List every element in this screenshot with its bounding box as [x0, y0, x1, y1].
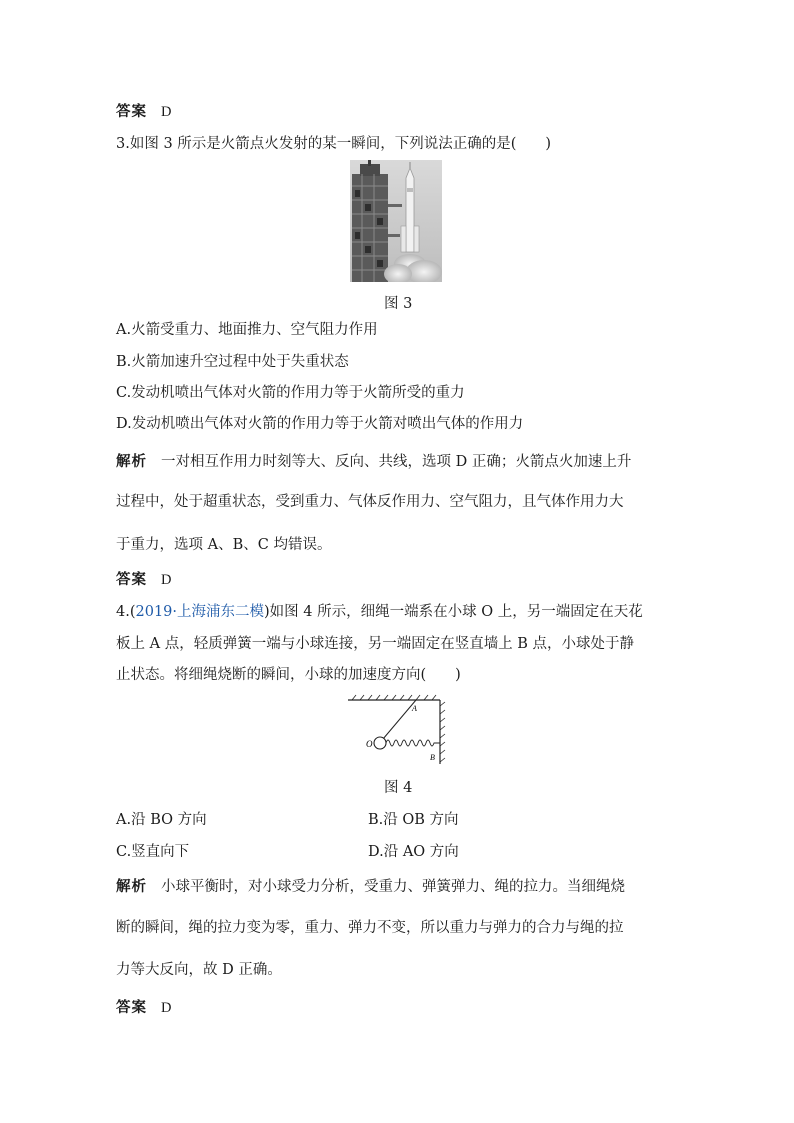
- answer-label: 答案: [116, 1000, 147, 1016]
- q4-stem-rest: )如图 4 所示，细绳一端系在小球 O 上，另一端固定在天花: [264, 604, 643, 620]
- label-o: O: [366, 739, 373, 749]
- q3-option-c: C.发动机喷出气体对火箭的作用力等于火箭所受的重力: [116, 385, 465, 401]
- q4-answer: [116, 998, 171, 1018]
- q4-analysis-line3: 力等大反向，故 D 正确。: [116, 962, 282, 978]
- figure4-caption: 图 4: [384, 780, 413, 796]
- q4-option-d: D.沿 AO 方向: [368, 844, 459, 860]
- analysis-label: 解析: [116, 454, 147, 470]
- q4-analysis-line1: [116, 877, 625, 897]
- q3-analysis-line3: 于重力，选项 A、B、C 均错误。: [116, 537, 332, 553]
- wall: [440, 700, 445, 764]
- answer-value: D: [161, 1000, 172, 1016]
- label-a: A: [412, 704, 417, 713]
- figure3-caption: 图 3: [384, 296, 413, 312]
- q4-option-c: C.竖直向下: [116, 844, 190, 860]
- ceiling: [348, 695, 440, 700]
- answer-label: 答案: [116, 104, 147, 120]
- answer-value: D: [161, 572, 172, 588]
- prev-answer: [116, 102, 171, 122]
- spring-ball-diagram: [346, 694, 450, 766]
- q4-analysis-line2: 断的瞬间，绳的拉力变为零，重力、弹力不变，所以重力与弹力的合力与绳的拉: [116, 920, 624, 936]
- rocket-photo-svg: [350, 160, 442, 282]
- spring: [386, 740, 440, 746]
- label-b: B: [430, 753, 435, 762]
- q4-option-b: B.沿 OB 方向: [368, 812, 459, 828]
- analysis-text: 小球平衡时，对小球受力分析，受重力、弹簧弹力、绳的拉力。当细绳烧: [161, 879, 625, 895]
- q3-answer: [116, 570, 171, 590]
- q4-number: 4.(: [116, 604, 136, 620]
- answer-value: D: [161, 104, 172, 120]
- analysis-label: 解析: [116, 879, 147, 895]
- q4-source: 2019·上海浦东二模: [135, 604, 265, 620]
- answer-label: 答案: [116, 572, 147, 588]
- q3-analysis-line2: 过程中，处于超重状态，受到重力、气体反作用力、空气阻力，且气体作用力大: [116, 494, 624, 510]
- q3-option-d: D.发动机喷出气体对火箭的作用力等于火箭对喷出气体的作用力: [116, 416, 524, 432]
- q3-option-b: B.火箭加速升空过程中处于失重状态: [116, 354, 349, 370]
- q4-stem-line3: 止状态。将细绳烧断的瞬间，小球的加速度方向( ): [116, 667, 461, 683]
- q3-stem: 3.如图 3 所示是火箭点火发射的某一瞬间，下列说法正确的是( ): [116, 136, 552, 152]
- q3-analysis-line1: [116, 452, 631, 472]
- q4-option-a: A.沿 BO 方向: [116, 812, 207, 828]
- q4-stem-line1: [116, 602, 643, 622]
- spring-diagram-svg: [346, 694, 450, 766]
- rocket-launch-photo: [350, 160, 442, 282]
- analysis-text: 一对相互作用力时刻等大、反向、共线，选项 D 正确；火箭点火加速上升: [161, 454, 632, 470]
- q4-stem-line2: 板上 A 点，轻质弹簧一端与小球连接，另一端固定在竖直墙上 B 点，小球处于静: [116, 636, 635, 652]
- ball: [374, 737, 386, 749]
- q3-option-a: A.火箭受重力、地面推力、空气阻力作用: [116, 322, 378, 338]
